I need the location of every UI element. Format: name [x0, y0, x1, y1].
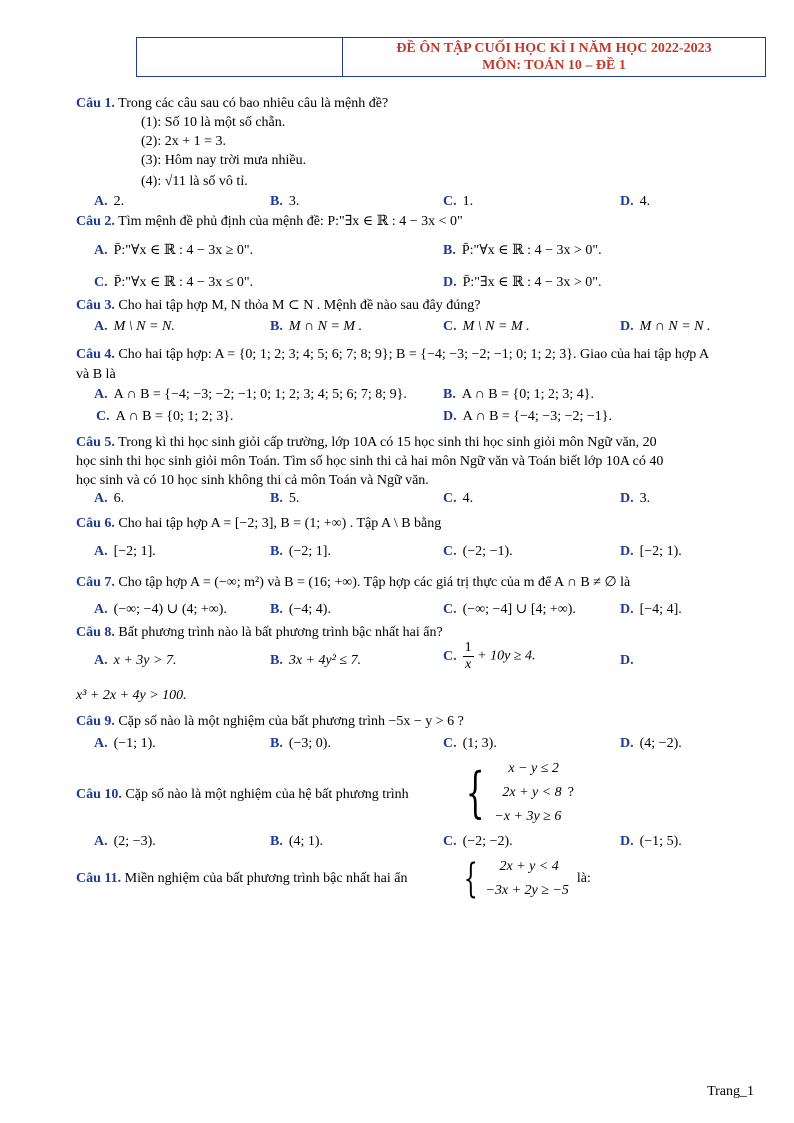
q5-option-d: D. 3.: [620, 491, 651, 506]
left-brace-icon: {: [465, 761, 485, 824]
left-brace-icon: {: [463, 856, 478, 902]
q8-option-b: B. 3x + 4y² ≤ 7.: [270, 653, 362, 668]
q9-option-b: B. (−3; 0).: [270, 736, 331, 751]
q3-option-a: A. M \ N = N.: [94, 319, 175, 334]
header-right-cell: [343, 38, 765, 76]
q1-item: (3): Hôm nay trời mưa nhiều.: [141, 153, 307, 168]
q7-option-d: D. [−4; 4].: [620, 602, 682, 617]
q10-option-b: B. (4; 1).: [270, 834, 324, 849]
question-label: Câu 7.: [76, 575, 115, 590]
exam-subject: MÔN: TOÁN 10 – ĐỀ 1: [482, 58, 626, 73]
system-line: −x + 3y ≥ 6: [494, 809, 562, 824]
q6-option-a: A. [−2; 1].: [94, 544, 156, 559]
q6-option-b: B. (−2; 1].: [270, 544, 331, 559]
question-11: [76, 870, 407, 887]
question-label: Câu 9.: [76, 714, 115, 729]
question-text: Trong kì thi học sinh giỏi cấp trường, lớp 10A có 15 học sinh thi học sinh giỏi môn Ngữ văn, 20: [114, 435, 657, 450]
q3-option-c: C. M \ N = M .: [443, 319, 530, 334]
q9-option-c: C. (1; 3).: [443, 736, 497, 751]
question-7: [76, 574, 630, 591]
q3-option-d: D. M ∩ N = N .: [620, 319, 711, 334]
q5-option-c: C. 4.: [443, 491, 474, 506]
exam-title: ĐỀ ÔN TẬP CUỐI HỌC KÌ I NĂM HỌC 2022-2023: [396, 41, 712, 56]
question-text: Cho tập hợp A = (−∞; m²) và B = (16; +∞). Tập hợp các giá trị thực của m để A ∩ B ≠ ∅ là: [114, 575, 631, 590]
question-10: [76, 786, 409, 803]
q3-option-b: B. M ∩ N = M .: [270, 319, 363, 334]
question-4-cont: và B là: [76, 367, 116, 382]
question-text: Tìm mệnh đề phủ định của mệnh đề: P:"∃x ∈ ℝ : 4 − 3x < 0": [114, 214, 463, 229]
question-8: [76, 624, 443, 641]
q8-option-d: D.: [620, 653, 634, 668]
question-label: Câu 6.: [76, 516, 115, 531]
question-label: Câu 4.: [76, 347, 115, 362]
q10-system: [458, 757, 574, 829]
question-label: Câu 5.: [76, 435, 115, 450]
q9-option-d: D. (4; −2).: [620, 736, 682, 751]
question-label: Câu 8.: [76, 625, 115, 640]
q1-item: (4): √11 là số vô tỉ.: [141, 174, 248, 189]
question-label: Câu 11.: [76, 871, 122, 886]
q7-option-a: A. (−∞; −4) ∪ (4; +∞).: [94, 602, 227, 617]
q9-option-a: A. (−1; 1).: [94, 736, 156, 751]
question-5-cont: học sinh thi học sinh giỏi môn Toán. Tìm số học sinh thi cả hai môn Ngữ văn và Toán biết lớp 10A có 40: [76, 454, 664, 469]
q5-option-a: A. 6.: [94, 491, 125, 506]
q4-option-a: A. A ∩ B = {−4; −3; −2; −1; 0; 1; 2; 3; 4; 5; 6; 7; 8; 9}.: [94, 387, 407, 402]
page-number: Trang_1: [707, 1084, 754, 1099]
question-1: [76, 95, 388, 112]
question-text: Cặp số nào là một nghiệm của bất phương trình −5x − y > 6 ?: [114, 714, 464, 729]
q10-tail: ?: [567, 785, 574, 800]
q11-system: [458, 855, 591, 903]
system-line: x − y ≤ 2: [508, 761, 559, 776]
header-left-cell: [137, 38, 343, 76]
q7-option-c: C. (−∞; −4] ∪ [4; +∞).: [443, 602, 576, 617]
question-label: Câu 3.: [76, 298, 115, 313]
question-4: [76, 346, 709, 363]
q8-option-a: A. x + 3y > 7.: [94, 653, 177, 668]
q2-option-a: A. P̄:"∀x ∈ ℝ : 4 − 3x ≥ 0".: [94, 243, 254, 258]
q8-option-d-content: x³ + 2x + 4y > 100.: [76, 688, 187, 703]
system-line: 2x + y < 8: [502, 785, 562, 800]
q10-option-d: D. (−1; 5).: [620, 834, 682, 849]
q4-option-b: B. A ∩ B = {0; 1; 2; 3; 4}.: [443, 387, 595, 402]
q6-option-c: C. (−2; −1).: [443, 544, 513, 559]
question-2: [76, 213, 463, 230]
question-text: Miền nghiệm của bất phương trình bậc nhất hai ẩn: [121, 871, 408, 886]
q8-option-c: C. $\frac{1}{x}$ + 10y ≥ 4.: [443, 640, 536, 672]
question-5-cont: học sinh và có 10 học sinh không thi cả môn Toán và Ngữ văn.: [76, 473, 429, 488]
question-3: [76, 297, 481, 314]
question-label: Câu 1.: [76, 96, 115, 111]
q10-option-a: A. (2; −3).: [94, 834, 156, 849]
system-line: −3x + 2y ≥ −5: [485, 883, 569, 898]
question-6: [76, 515, 441, 532]
question-text: Cho hai tập hợp: A = {0; 1; 2; 3; 4; 5; 6; 7; 8; 9}; B = {−4; −3; −2; −1; 0; 1; 2; 3}. Giao của hai tập hợp A: [114, 347, 710, 362]
question-9: [76, 713, 464, 730]
question-text: Cặp số nào là một nghiệm của hệ bất phương trình: [121, 787, 409, 802]
system-line: 2x + y < 4: [499, 859, 559, 874]
q10-option-c: C. (−2; −2).: [443, 834, 513, 849]
header-table: [136, 37, 766, 77]
question-text: Trong các câu sau có bao nhiêu câu là mệnh đề?: [114, 96, 389, 111]
q4-option-c: C. A ∩ B = {0; 1; 2; 3}.: [96, 409, 234, 424]
question-text: Bất phương trình nào là bất phương trình bậc nhất hai ẩn?: [114, 625, 443, 640]
q11-tail: là:: [576, 871, 591, 886]
q4-option-d: D. A ∩ B = {−4; −3; −2; −1}.: [443, 409, 612, 424]
q1-option-d: D. 4.: [620, 194, 651, 209]
q2-option-c: C. P̄:"∀x ∈ ℝ : 4 − 3x ≤ 0".: [94, 275, 254, 290]
q1-item: (1): Số 10 là một số chẵn.: [141, 115, 286, 130]
q2-option-d: D. P̄:"∃x ∈ ℝ : 4 − 3x > 0".: [443, 275, 602, 290]
q2-option-b: B. P̄:"∀x ∈ ℝ : 4 − 3x > 0".: [443, 243, 602, 258]
q5-option-b: B. 5.: [270, 491, 300, 506]
q1-item: (2): 2x + 1 = 3.: [141, 134, 227, 149]
q1-option-a: A. 2.: [94, 194, 125, 209]
q6-option-d: D. [−2; 1).: [620, 544, 682, 559]
q7-option-b: B. (−4; 4).: [270, 602, 331, 617]
question-text: Cho hai tập hợp M, N thỏa M ⊂ N . Mệnh đề nào sau đây đúng?: [114, 298, 481, 313]
question-text: Cho hai tập hợp A = [−2; 3], B = (1; +∞) . Tập A \ B bằng: [114, 516, 442, 531]
question-label: Câu 2.: [76, 214, 115, 229]
question-5: [76, 434, 657, 451]
q1-option-b: B. 3.: [270, 194, 300, 209]
q1-option-c: C. 1.: [443, 194, 474, 209]
question-label: Câu 10.: [76, 787, 122, 802]
